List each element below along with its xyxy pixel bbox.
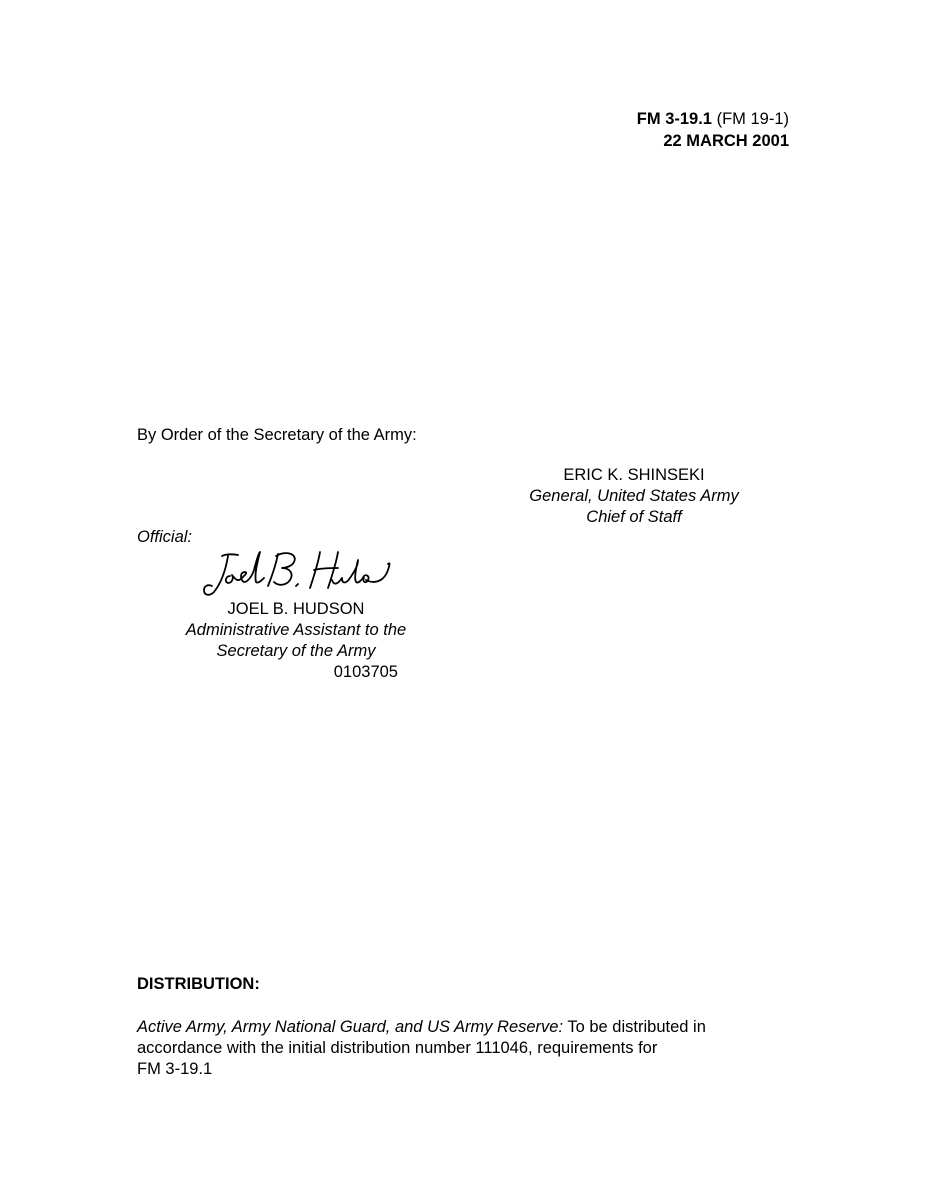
chief-of-staff-title-line1: General, United States Army (529, 487, 739, 505)
administrative-assistant-title-line1: Administrative Assistant to the (185, 621, 407, 639)
publication-number: FM 3-19.1 (636, 110, 712, 128)
distribution-recipients: Active Army, Army National Guard, and US Army Reserve: (137, 1018, 564, 1036)
supersedes-number: (FM 19-1) (716, 110, 789, 128)
distribution-line1-rest: To be distributed in (563, 1018, 706, 1036)
signature (198, 546, 398, 602)
official-label: Official: (137, 528, 193, 546)
distribution-line1 (137, 1017, 706, 1037)
publication-header (637, 109, 789, 129)
chief-of-staff-name: ERIC K. SHINSEKI (563, 466, 705, 484)
administrative-assistant-name: JOEL B. HUDSON (227, 600, 365, 618)
publication-date: 22 MARCH 2001 (663, 132, 789, 150)
distribution-line3: FM 3-19.1 (137, 1060, 213, 1078)
authentication-number: 0103705 (333, 663, 398, 681)
distribution-heading: DISTRIBUTION: (137, 975, 260, 993)
order-line: By Order of the Secretary of the Army: (137, 426, 417, 444)
chief-of-staff-title-line2: Chief of Staff (586, 508, 682, 526)
distribution-line2: accordance with the initial distribution number 111046, requirements for (137, 1039, 658, 1057)
administrative-assistant-title-line2: Secretary of the Army (216, 642, 376, 660)
